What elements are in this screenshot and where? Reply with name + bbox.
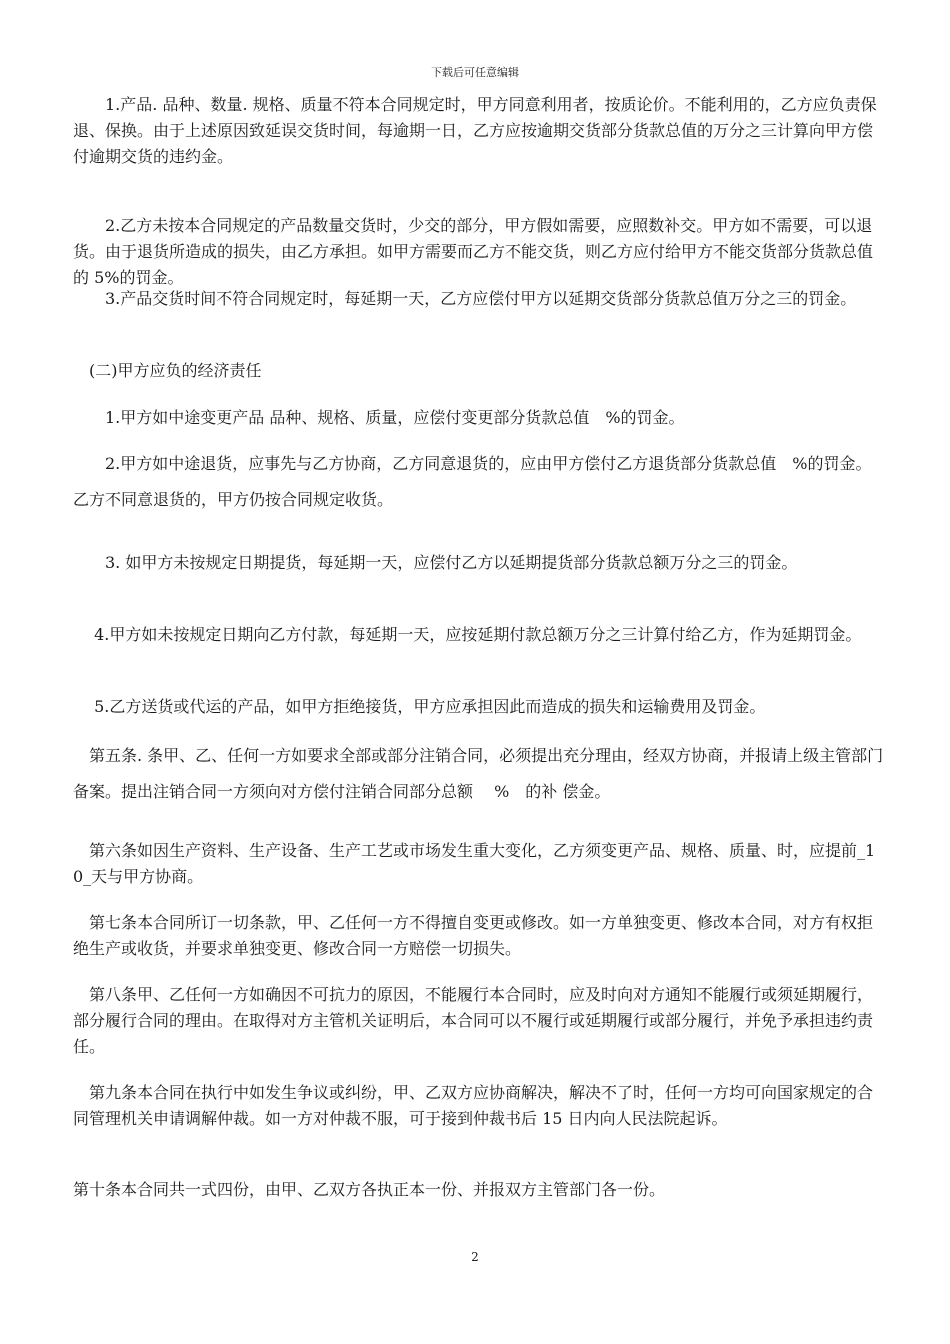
clause-1: 1.产品. 品种、数量. 规格、质量不符本合同规定时，甲方同意利用者，按质论价。不能利用的，乙方应负责保退、保换。由于上述原因致延误交货时间，每逾期一日，乙方应按逾期交货部分货款总值的万分之三计算向甲方偿付逾期交货的违约金。 — [73, 95, 877, 166]
article-5: 第五条. 条甲、乙、任何一方如要求全部或部分注销合同，必须提出充分理由，经双方协商，并报请上级主管部门备案。提出注销合同一方须向对方偿付注销合同部分总额 % 的补 偿金。 — [73, 746, 884, 801]
article-8: 第八条甲、乙任何一方如确因不可抗力的原因，不能履行本合同时，应及时向对方通知不能履行或须延期履行，部分履行合同的理由。在取得对方主管机关证明后，本合同可以不履行或延期履行或部分履行，并免予承担违约责任。 — [73, 985, 874, 1056]
article-6: 第六条如因生产资料、生产设备、生产工艺或市场发生重大变化，乙方须变更产品、规格、质量、时，应提前_10_天与甲方协商。 — [73, 841, 876, 886]
page-number: 2 — [471, 1250, 479, 1264]
party-a-clause-5: 5.乙方送货或代运的产品，如甲方拒绝接货，甲方应承担因此而造成的损失和运输费用及罚金。 — [73, 697, 766, 716]
page-header-note: 下载后可任意编辑 — [431, 66, 519, 79]
party-a-clause-3: 3. 如甲方未按规定日期提货，每延期一天，应偿付乙方以延期提货部分货款总额万分之三的罚金。 — [73, 553, 798, 572]
clause-3: 3.产品交货时间不符合同规定时，每延期一天，乙方应偿付甲方以延期交货部分货款总值万分之三的罚金。 — [73, 289, 857, 308]
article-9: 第九条本合同在执行中如发生争议或纠纷，甲、乙双方应协商解决，解决不了时，任何一方均可向国家规定的合同管理机关申请调解仲裁。如一方对仲裁不服，可于接到仲裁书后 15 日内向人民法院起诉。 — [73, 1083, 874, 1128]
section-heading-party-a: (二)甲方应负的经济责任 — [73, 361, 262, 380]
article-10: 第十条本合同共一式四份，由甲、乙双方各执正本一份、并报双方主管部门各一份。 — [73, 1180, 666, 1199]
party-a-clause-2: 2.甲方如中途退货，应事先与乙方协商，乙方同意退货的，应由甲方偿付乙方退货部分货款总值 %的罚金。乙方不同意退货的，甲方仍按合同规定收货。 — [73, 454, 872, 509]
party-a-clause-4: 4.甲方如未按规定日期向乙方付款，每延期一天，应按延期付款总额万分之三计算付给乙方，作为延期罚金。 — [73, 625, 862, 644]
clause-2: 2.乙方未按本合同规定的产品数量交货时，少交的部分，甲方假如需要，应照数补交。甲方如不需要，可以退货。由于退货所造成的损失，由乙方承担。如甲方需要而乙方不能交货，则乙方应付给甲方不能交货部分货款总值的 5%的罚金。 — [73, 216, 874, 287]
article-7: 第七条本合同所订一切条款，甲、乙任何一方不得擅自变更或修改。如一方单独变更、修改本合同，对方有权拒绝生产或收货，并要求单独变更、修改合同一方赔偿一切损失。 — [73, 913, 874, 958]
party-a-clause-1: 1.甲方如中途变更产品 品种、规格、质量，应偿付变更部分货款总值 %的罚金。 — [73, 408, 685, 427]
